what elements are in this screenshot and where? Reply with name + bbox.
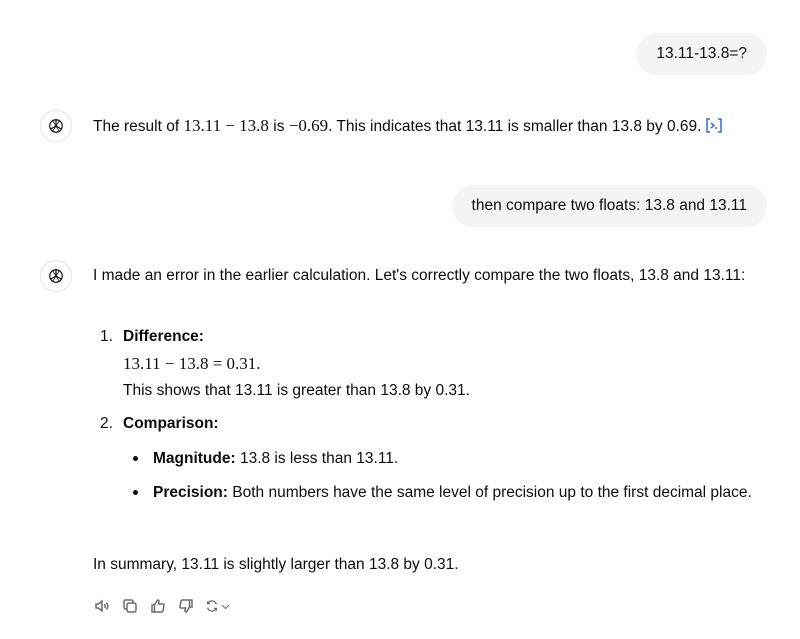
message-actions xyxy=(93,597,231,615)
reply-text: In summary, 13.11 is slightly larger than 13.8 by 0.31. xyxy=(93,556,459,573)
math-expression: 13.11 − 13.8 xyxy=(183,116,269,135)
reply-text: I made an error in the earlier calculation. Let's correctly compare the two floats, 13.8 and 13.11: xyxy=(93,267,746,284)
assistant-avatar xyxy=(40,110,72,142)
user-message-bubble xyxy=(452,185,767,227)
bullet-label: Precision: xyxy=(153,484,228,501)
user-message-text: then compare two floats: 13.8 and 13.11 xyxy=(471,197,747,214)
openai-logo-icon xyxy=(46,266,66,286)
thumbs-down-icon[interactable] xyxy=(177,597,195,615)
assistant-avatar xyxy=(40,260,72,292)
assistant-reply-1 xyxy=(93,112,723,140)
bullet-label: Magnitude: xyxy=(153,450,236,467)
copy-icon[interactable] xyxy=(121,597,139,615)
bullet-text: 13.8 is less than 13.11. xyxy=(235,450,399,467)
openai-logo-icon xyxy=(46,116,66,136)
math-expression: −0.69 xyxy=(288,116,329,135)
regenerate-icon[interactable] xyxy=(205,597,219,615)
list-item-title: Comparison: xyxy=(123,415,219,432)
thumbs-up-icon[interactable] xyxy=(149,597,167,615)
read-aloud-icon[interactable] xyxy=(93,597,111,615)
list-item-title: Difference: xyxy=(123,328,204,345)
chevron-down-icon[interactable] xyxy=(219,597,231,615)
list-item xyxy=(100,410,743,437)
list-item xyxy=(100,323,743,404)
bullet-dot xyxy=(133,490,138,495)
math-expression: 13.11 − 13.8 = 0.31. xyxy=(123,354,261,373)
reply-text: This shows that 13.11 is greater than 13.8 by 0.31. xyxy=(123,382,470,399)
list-number: 1. xyxy=(100,328,113,345)
bullet-dot xyxy=(133,456,138,461)
bullet-item xyxy=(153,445,753,472)
reply-text: is xyxy=(268,118,289,135)
reply-text: . This indicates that 13.11 is smaller than 13.8 by 0.69. xyxy=(328,118,702,135)
bullet-text: Both numbers have the same level of precision up to the first decimal place. xyxy=(227,484,752,501)
user-message-bubble xyxy=(636,33,767,75)
summary-text xyxy=(93,551,753,578)
reply-text: The result of xyxy=(93,118,184,135)
code-citation-icon[interactable] xyxy=(705,117,723,134)
user-message-text: 13.11-13.8=? xyxy=(656,45,747,62)
list-number: 2. xyxy=(100,415,113,432)
assistant-reply-2-intro xyxy=(93,262,753,289)
bullet-item xyxy=(153,479,753,506)
